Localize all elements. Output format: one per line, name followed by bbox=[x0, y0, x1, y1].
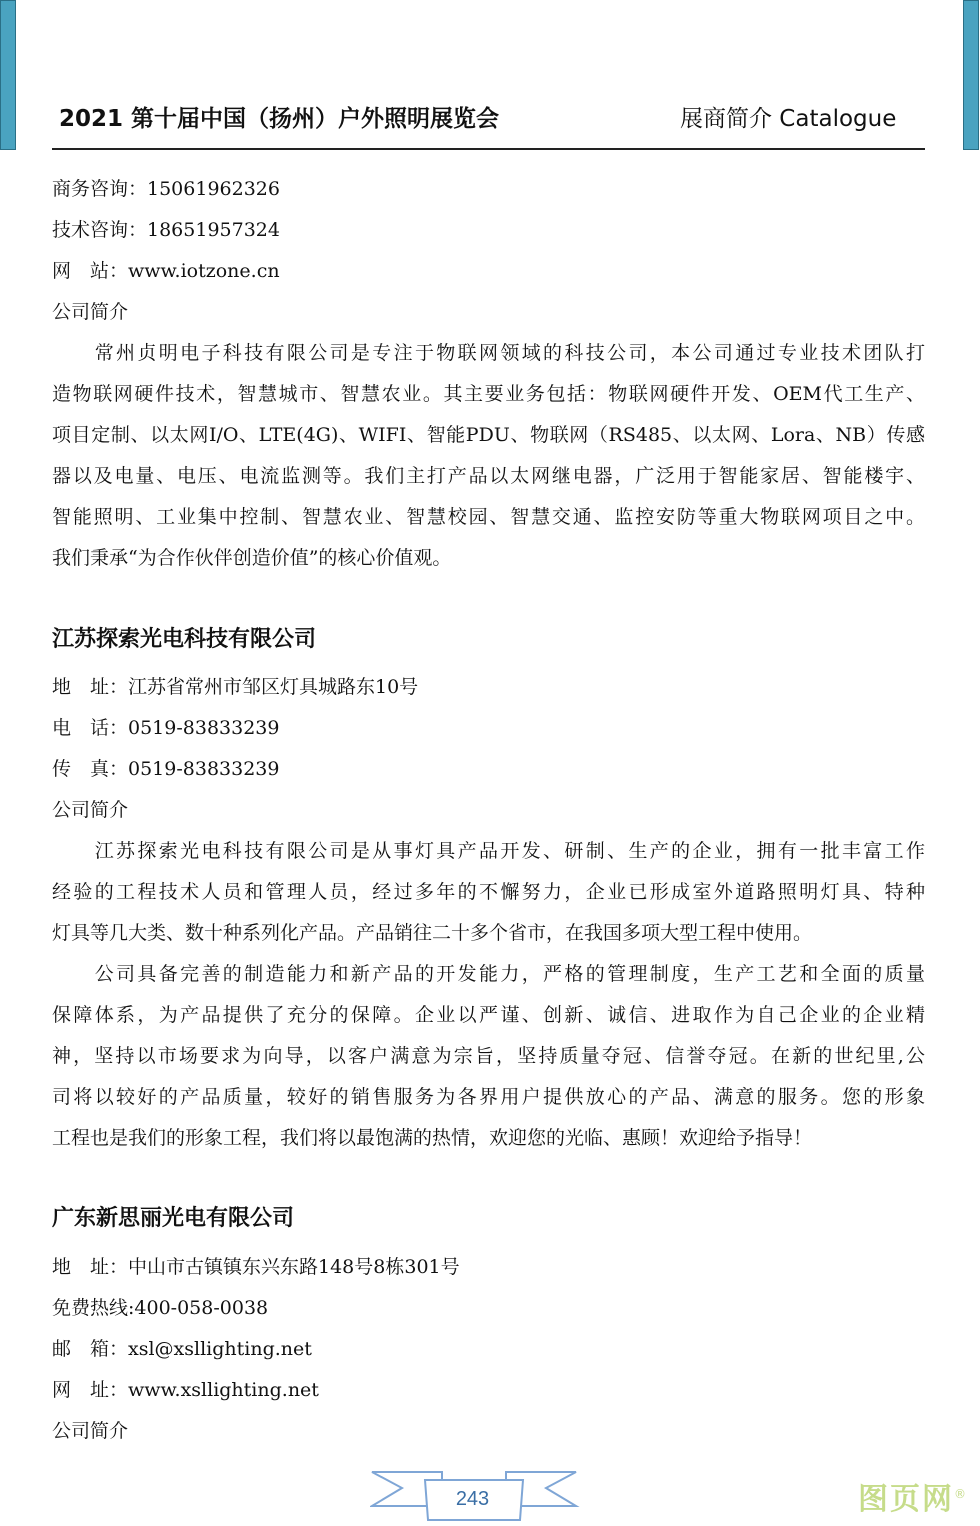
c1-biz: 商务咨询：15061962326 bbox=[52, 178, 280, 200]
c2-address: 地 址：江苏省常州市邹区灯具城路东10号 bbox=[52, 676, 419, 698]
c1-intro-line: 常州贞明电子科技有限公司是专注于物联网领域的科技公司，本公司通过专业技术团队打 bbox=[52, 342, 925, 364]
c2-intro-line: 公司具备完善的制造能力和新产品的开发能力，严格的管理制度，生产工艺和全面的质量 bbox=[52, 963, 925, 985]
page-number: 243 bbox=[455, 1488, 490, 1510]
c3-email: 邮 箱：xsl@xsllighting.net bbox=[52, 1338, 312, 1360]
c2-intro-label: 公司简介 bbox=[52, 799, 129, 821]
c2-intro-line: 经验的工程技术人员和管理人员，经过多年的不懈努力，企业已形成室外道路照明灯具、特种 bbox=[52, 881, 925, 903]
c2-phone: 电 话：0519-83833239 bbox=[52, 717, 280, 739]
left-edge-bar bbox=[0, 0, 16, 150]
c3-intro-label: 公司简介 bbox=[52, 1420, 129, 1442]
c2-intro-line: 工程也是我们的形象工程，我们将以最饱满的热情，欢迎您的光临、惠顾！欢迎给予指导！ bbox=[52, 1127, 813, 1149]
c1-intro-line: 器以及电量、电压、电流监测等。我们主打产品以太网继电器，广泛用于智能家居、智能楼宇、 bbox=[52, 465, 925, 487]
c2-intro-line: 灯具等几大类、数十种系列化产品。产品销往二十多个省市，在我国多项大型工程中使用。 bbox=[52, 922, 813, 944]
header-rule bbox=[52, 148, 925, 150]
header-catalogue: 展商简介 Catalogue bbox=[680, 106, 897, 132]
header-title: 2021 第十届中国（扬州）户外照明展览会 bbox=[59, 106, 500, 132]
c3-web: 网 址：www.xsllighting.net bbox=[52, 1379, 319, 1401]
c3-name: 广东新思丽光电有限公司 bbox=[52, 1206, 295, 1231]
watermark-logo: 图页网® bbox=[858, 1482, 968, 1517]
c1-web: 网 站：www.iotzone.cn bbox=[52, 260, 280, 282]
c2-intro-line: 保障体系，为产品提供了充分的保障。企业以严谨、创新、诚信、进取作为自己企业的企业精 bbox=[52, 1004, 925, 1026]
watermark-text: 图页网 bbox=[858, 1482, 954, 1517]
c2-intro-line: 司将以较好的产品质量，较好的销售服务为各界用户提供放心的产品、满意的服务。您的形象 bbox=[52, 1086, 925, 1108]
c2-fax: 传 真：0519-83833239 bbox=[52, 758, 280, 780]
c1-intro-line: 智能照明、工业集中控制、智慧农业、智慧校园、智慧交通、监控安防等重大物联网项目之中。 bbox=[52, 506, 925, 528]
c1-intro-line: 造物联网硬件技术，智慧城市、智慧农业。其主要业务包括：物联网硬件开发、OEM代工生产、 bbox=[52, 383, 925, 405]
c1-intro-line: 项目定制、以太网I/O、LTE(4G)、WIFI、智能PDU、物联网（RS485、以太网、Lora、NB）传感 bbox=[52, 424, 925, 446]
c2-intro-line: 神，坚持以市场要求为向导，以客户满意为宗旨，坚持质量夺冠、信誉夺冠。在新的世纪里,公 bbox=[52, 1045, 925, 1067]
c2-intro-line: 江苏探索光电科技有限公司是从事灯具产品开发、研制、生产的企业，拥有一批丰富工作 bbox=[52, 840, 925, 862]
c2-name: 江苏探索光电科技有限公司 bbox=[52, 627, 317, 652]
right-edge-bar bbox=[963, 0, 979, 150]
c3-hotline: 免费热线:400-058-0038 bbox=[52, 1297, 269, 1319]
c3-address: 地 址：中山市古镇镇东兴东路148号8栋301号 bbox=[52, 1256, 460, 1278]
c1-intro-label: 公司简介 bbox=[52, 301, 129, 323]
c1-tech: 技术咨询：18651957324 bbox=[52, 219, 280, 241]
c1-intro-line: 我们秉承“为合作伙伴创造价值”的核心价值观。 bbox=[52, 547, 452, 569]
